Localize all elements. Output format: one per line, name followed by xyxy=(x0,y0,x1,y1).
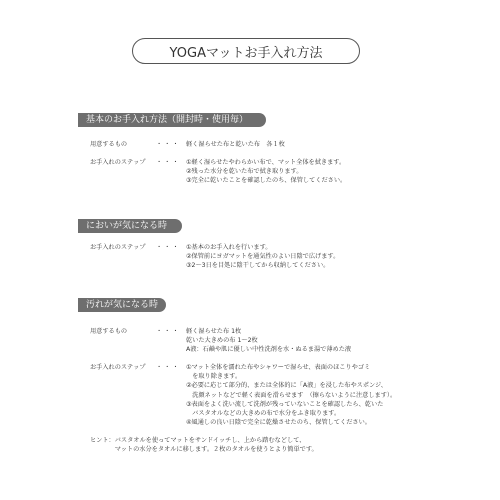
content-line: ②残った水分を乾いた布で拭き取ります。 xyxy=(186,168,303,176)
row-label: お手入れのステップ xyxy=(90,159,146,166)
content-line: ③完全に乾いたことを確認したのち、保管してください。 xyxy=(186,177,347,185)
row-content xyxy=(186,363,396,427)
content-line: を取り除きます。 xyxy=(186,373,242,381)
content-line: ③2～3日を目処に陰干してから収納してください。 xyxy=(186,262,330,270)
row-label: 用意するもの xyxy=(90,328,128,335)
content-line: A液：石鹸や肌に優しい中性洗剤を水・ぬるま湯で薄めた液 xyxy=(186,346,352,354)
section-header-basic-care: 基本のお手入れ方法（開封時・使用毎） xyxy=(78,113,266,127)
content-line: 乾いた大きめの布 1～2枚 xyxy=(186,337,258,345)
content-line: ①基本のお手入れを行います。 xyxy=(186,244,272,251)
section-header-dirt: 汚れが気になる時 xyxy=(78,298,166,312)
row-content xyxy=(186,327,351,355)
content-line: ②必要に応じて部分的、または全体的に「A液」を浸した布やスポンジ、 xyxy=(186,382,387,390)
row-content xyxy=(186,140,285,149)
content-line: ③表面をよく洗い流して洗剤が残っていないことを確認したら、乾いた xyxy=(186,400,384,408)
content-line: ②保管前にヨガマットを通気性のよい日陰で広げます。 xyxy=(186,253,340,261)
content-line: 軽く湿らせた布 1枚 xyxy=(186,328,242,335)
hint-text xyxy=(90,436,318,454)
hint-line: ヒント：バスタオルを使ってマットをサンドイッチし、上から踏むなどして、 xyxy=(90,437,306,444)
row-dots: ・・・ xyxy=(156,364,181,371)
row-dots: ・・・ xyxy=(156,244,181,251)
page-title: YOGAマットお手入れ方法 xyxy=(132,38,360,64)
row-content xyxy=(186,158,346,186)
row-dots: ・・・ xyxy=(156,328,181,335)
content-line: 洗顔ネットなどで軽く表面を滑らせます （擦らないように注意します）。 xyxy=(186,391,397,399)
row-label: お手入れのステップ xyxy=(90,244,146,251)
content-line: バスタオルなどの大きめの布で水分をふき取ります。 xyxy=(186,410,341,418)
row-label: 用意するもの xyxy=(90,141,128,148)
row-content xyxy=(186,243,339,271)
row-label: お手入れのステップ xyxy=(90,364,146,371)
section-header-odor: においが気になる時 xyxy=(78,219,182,233)
hint-line: マットの水分をタオルに移します。２枚のタオルを使うとより簡単です。 xyxy=(90,446,318,454)
content-line: ④風通しの良い日陰で完全に乾燥させたのち、保管してください。 xyxy=(186,419,371,427)
row-dots: ・・・ xyxy=(156,159,181,166)
content-line: 軽く湿らせた布と乾いた布 各１枚 xyxy=(186,141,285,148)
row-dots: ・・・ xyxy=(156,141,181,148)
content-line: ①マット全体を濡れた布やシャワーで湿らせ、表面のほこりやゴミ xyxy=(186,364,371,371)
content-line: ①軽く湿らせたやわらかい布で、マット全体を拭きます。 xyxy=(186,159,346,166)
